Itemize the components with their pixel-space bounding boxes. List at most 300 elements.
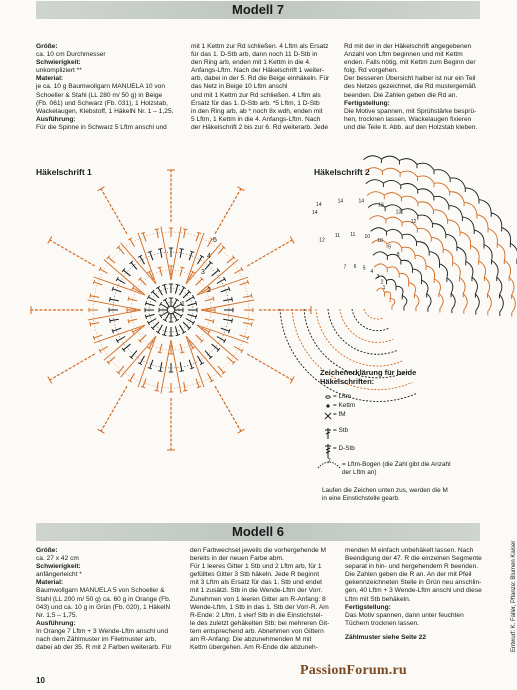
stitch-mark: [180, 325, 185, 333]
net-arc: [433, 224, 446, 235]
haekelschrift2-title: Häkelschrift 2: [314, 167, 370, 177]
net-arc: [450, 192, 464, 203]
stitch-mark: [153, 322, 159, 328]
net-arc: [479, 261, 486, 277]
text-line: (Fb. 061) und Schwarz (Fb. 031), 1 Holzstab,: [36, 99, 168, 107]
stitch-mark: [175, 326, 177, 335]
stitch-mark: [140, 335, 146, 341]
text-line: Schwierigkeit:: [36, 59, 81, 67]
bogen-symbol: [316, 454, 342, 472]
net-arc: [497, 244, 505, 260]
stitch-mark: [140, 356, 145, 364]
text-line: Tüchern trocknen lassen.: [345, 619, 420, 627]
stitch-mark: [131, 263, 137, 270]
net-arc: [386, 279, 396, 286]
net-arc: [402, 234, 416, 242]
spike-tick: [48, 237, 52, 244]
text-line: Beendigung der 47. R die einzelnen Segmente: [345, 555, 482, 563]
net-arc: [373, 252, 387, 256]
round-label: 4: [207, 253, 211, 260]
stitch-mark: [217, 337, 225, 342]
stitch-mark: [187, 303, 196, 305]
net-arc: [465, 188, 479, 200]
net-arc: [369, 216, 385, 220]
net-arc: [488, 229, 497, 244]
round-label: 14: [358, 198, 365, 205]
spike-tick: [238, 187, 245, 191]
stitch-cap: [183, 390, 187, 391]
net-arc-lower: [352, 309, 388, 331]
net-arc: [447, 278, 453, 293]
text-line: Die Zahlen geben die R an. An der mit Pfeil: [345, 571, 472, 579]
text-line: Größe:: [36, 547, 58, 554]
net-arc: [399, 273, 408, 282]
text-line: Stahl (LL 200 m/ 50 g) ca. 60 g in Orange (Fb.: [36, 595, 171, 603]
net-arc: [475, 294, 479, 311]
text-line: tern entsprechend arb. Abnehmen von Gittern: [190, 627, 324, 635]
net-arc: [401, 260, 413, 269]
legend-bogen-line2: der Lftm an): [342, 469, 377, 476]
stitch-mark: [143, 233, 146, 241]
stitch-mark: [205, 299, 214, 301]
stitch-mark: [196, 335, 202, 341]
stitch-mark: [240, 335, 248, 338]
round-label: 5: [213, 237, 217, 244]
stitch-mark: [180, 344, 182, 353]
stitch-cap: [232, 319, 233, 323]
text-line: für das 1. D-Stb arb, dann noch 11 D-Stb in: [191, 51, 318, 59]
net-arc: [497, 277, 502, 294]
text-line: 043) und ca. 10 g in Grün (Fb. 020), 1 HäkelN: [36, 603, 171, 611]
net-arc: [384, 193, 401, 198]
net-arc: [502, 227, 511, 243]
stitch-mark: [198, 256, 203, 264]
stitch-cap: [155, 229, 159, 230]
round-label: 9: [388, 244, 391, 251]
spike-tick: [48, 377, 52, 384]
net-arc: [414, 294, 419, 307]
stitch-mark: [189, 252, 192, 260]
stitch-mark: [160, 249, 162, 258]
net-arc-lower: [364, 309, 384, 319]
text-line: Schoeller & Stahl (LL 280 m/ 50 g) in Beige: [36, 91, 163, 99]
text-line: 5 Lftm, 1 Kettm in die 4. Anfangs-Lftm. Nach: [191, 115, 321, 123]
stitch-mark: [148, 297, 156, 302]
stitch-cap: [110, 297, 111, 301]
stitch-mark: [183, 292, 189, 298]
net-arc: [371, 228, 387, 232]
text-line: Der besseren Übersicht halber ist nur ein Teil: [344, 75, 476, 83]
spike-tick: [98, 187, 105, 191]
stitch-mark: [196, 379, 199, 387]
stitch-mark: [208, 239, 213, 247]
round-label: 13: [395, 209, 402, 216]
net-arc: [492, 260, 499, 277]
net-arc: [477, 215, 488, 229]
fm-symbol: [325, 413, 331, 419]
net-arc: [402, 247, 415, 255]
round-label: 12: [410, 218, 417, 225]
stitch-mark: [184, 229, 186, 238]
stitch-cap: [110, 319, 111, 323]
legend-dstb: = D-Stb: [333, 445, 355, 452]
stitch-mark: [180, 362, 182, 371]
stitch-mark: [130, 373, 135, 381]
net-arc: [386, 217, 402, 222]
web-spike: [215, 189, 241, 234]
net-arc: [472, 277, 478, 294]
web-spike: [50, 240, 95, 266]
net-arc: [449, 206, 463, 217]
text-line: hen, trocknen lassen, Wackelaugen fixieren: [344, 115, 472, 123]
stitch-mark: [217, 279, 225, 284]
stitch-cap: [180, 249, 184, 250]
spike-tick: [238, 429, 245, 433]
net-arc: [399, 159, 417, 165]
stitch-cap: [180, 371, 184, 372]
net-arc: [418, 202, 434, 210]
stitch-cap: [213, 319, 214, 323]
text-line: Größe:: [36, 43, 58, 50]
round-label: 2: [380, 279, 384, 286]
modell6-column-1: [36, 547, 186, 652]
round-label: 13: [378, 202, 384, 209]
text-line: mit 3 Lftm als Ersatz für das 1. Stb und endet: [190, 579, 322, 587]
net-arc: [471, 246, 480, 261]
round-label: 3: [201, 269, 205, 276]
text-line: menden M einfach unbehäkelt lassen. Nach: [345, 547, 474, 554]
legend-title: [320, 368, 416, 386]
text-line: Lftm mit Stb behäkeln.: [345, 595, 411, 603]
round-label: 1: [181, 301, 185, 308]
stitch-mark: [205, 319, 214, 321]
stitch-cap: [251, 294, 252, 298]
legend-bogen-line1: = Lftm-Bogen (die Zahl gibt die Anzahl: [342, 461, 451, 468]
web-v: [121, 233, 156, 284]
stitch-mark: [100, 269, 108, 274]
text-line: Das Motiv spannen, dann unter feuchten: [345, 611, 464, 619]
text-line: Rd mit der in der Häkelschrift angegebenen: [344, 43, 472, 50]
text-line: anfängerleicht *: [36, 571, 82, 579]
stitch-mark: [146, 303, 155, 305]
net-arc: [439, 293, 443, 308]
modell7-title: Modell 7: [231, 2, 284, 17]
net-arc: [402, 209, 418, 216]
stitch-cap: [162, 284, 166, 285]
chart-reference: Zählmuster siehe Seite 22: [345, 633, 426, 641]
net-arc: [381, 156, 399, 160]
net-arc: [401, 196, 418, 202]
net-arc: [417, 242, 430, 252]
web-v: [197, 325, 248, 360]
stitch-cap: [145, 301, 146, 305]
net-arc: [460, 232, 470, 246]
modell7-column-1: [36, 43, 184, 132]
text-line: Schwierigkeit:: [36, 563, 81, 571]
legend-stb: = Stb: [333, 427, 349, 434]
net-arc: [417, 176, 434, 183]
net-arc: [484, 244, 492, 260]
stitch-cap: [155, 390, 159, 391]
stitch-mark: [243, 323, 252, 325]
net-arc: [459, 277, 465, 293]
spike-tick: [98, 429, 105, 433]
spike-tick: [290, 237, 294, 244]
stitch-mark: [128, 319, 137, 321]
kettm-symbol: [326, 404, 329, 407]
web-spike: [101, 386, 127, 431]
stitch-mark: [157, 229, 159, 238]
round-label: 4: [370, 269, 374, 276]
haekelschrift1-title: Häkelschrift 1: [36, 167, 92, 177]
round-label: 14: [316, 202, 322, 209]
net-arc: [421, 280, 428, 293]
text-line: der Häkelschrift 2 bis zur 6. Rd weiterarb. Jede: [191, 123, 329, 131]
text-line: Anzahl von Lftm beginnen und mit Kettm: [344, 51, 463, 59]
net-arc: [510, 243, 517, 260]
stitch-mark: [180, 249, 182, 258]
text-line: gekennzeichneten Stelle in Grün neu anschlin-: [345, 579, 482, 587]
stitch-mark: [158, 325, 163, 333]
net-arc: [409, 282, 416, 294]
net-arc: [463, 293, 467, 309]
round-label: 1: [382, 285, 386, 292]
haekelschrift1-diagram: [36, 180, 306, 460]
text-line: Für die Spinne in Schwarz 5 Lftm anschl und: [36, 123, 167, 131]
stitch-mark: [117, 279, 125, 284]
text-line: separat in hin- und hergehendem R beenden.: [345, 563, 479, 571]
text-line: in den Ring arb, ab * noch 8x wdh, enden mit: [191, 107, 323, 115]
net-arc: [479, 200, 491, 213]
round-label: 12: [319, 237, 325, 244]
net-arc: [396, 286, 403, 295]
net-arc: [387, 267, 399, 274]
stitch-mark: [234, 347, 242, 352]
stitch-cap: [162, 335, 166, 336]
stitch-cap: [145, 315, 146, 319]
net-arc: [402, 295, 407, 306]
legend-bogen: [342, 461, 451, 477]
stitch-mark: [128, 299, 137, 301]
stitch-cap: [157, 352, 161, 353]
stitch-cap: [158, 249, 162, 250]
stitch-mark: [124, 270, 131, 276]
page-number: 10: [36, 676, 45, 685]
stitch-cap: [176, 335, 180, 336]
stitch-mark: [175, 285, 177, 294]
stitch-mark: [117, 337, 125, 342]
web-v: [197, 260, 248, 295]
lftm-symbol: [326, 396, 330, 398]
legend-lftm: = Lftm: [333, 393, 351, 400]
stitch-mark: [160, 267, 162, 276]
stitch-mark: [180, 267, 182, 276]
net-arc: [390, 298, 395, 306]
stitch-cap: [90, 294, 91, 298]
round-label: 10: [364, 233, 371, 240]
text-line: unkompliziert **: [36, 67, 82, 75]
stitch-mark: [90, 296, 99, 298]
net-arc: [474, 230, 484, 245]
text-line: le des zuletzt gehäkelten Stb; bei mehreren Git-: [190, 619, 330, 627]
net-arc: [450, 178, 465, 188]
net-arc: [434, 170, 450, 178]
stitch-mark: [100, 347, 108, 352]
stitch-mark: [187, 314, 196, 316]
net-arc: [491, 213, 502, 228]
net-arc: [401, 184, 418, 190]
web-v: [94, 260, 145, 295]
net-arc: [448, 220, 460, 232]
stitch-mark: [164, 326, 166, 335]
net-arc: [487, 294, 491, 311]
round-label: 11: [334, 233, 341, 240]
round-label: 7: [343, 264, 347, 271]
bogen-number: 7: [327, 459, 331, 465]
text-line: Für 1 leeres Gitter 1 Stb und 2 Lftm arb, für 1: [190, 563, 322, 571]
text-line: Ausführung:: [36, 115, 76, 123]
round-label: 10: [377, 238, 383, 245]
legend-note-line2: in eine Einstichstelle gearb.: [322, 495, 400, 502]
round-label: 6: [353, 264, 357, 271]
stitch-mark: [234, 269, 242, 274]
legend-note-line1: Laufen die Zeichen unten zus, werden die M: [322, 487, 448, 494]
text-line: gefülltes Gitter 3 Stb häkeln. Jede R beginnt: [190, 571, 320, 579]
net-arc: [446, 234, 457, 247]
center-ring: [167, 306, 175, 314]
modell6-column-2: [190, 547, 342, 652]
net-arc: [457, 247, 466, 261]
net-arc: [434, 279, 440, 294]
spike-tick: [290, 377, 294, 384]
legend-title-line1: Zeichenerklärung für beide: [320, 368, 417, 377]
net-arc: [363, 156, 381, 160]
stitch-mark: [221, 328, 229, 331]
text-line: des Netzes gezeichnet, die Rd mustergemäß: [344, 83, 476, 91]
stitch-cap: [128, 296, 129, 300]
modell7-column-2: [191, 43, 341, 132]
stitch-cap: [232, 297, 233, 301]
round-label: 8: [396, 252, 400, 259]
fertigstellung-heading: Fertigstellung:: [344, 99, 390, 107]
stitch-mark: [218, 247, 224, 254]
stitch-mark: [140, 279, 146, 285]
stitch-mark: [158, 287, 163, 295]
stitch-mark: [196, 233, 199, 241]
text-line: Die Motive spannen, mit Sprühstärke besprü-: [344, 107, 477, 115]
design-credit-text: Entwurf: K. Faller, Pflanze: Blumen Kaiser: [511, 540, 517, 652]
net-arc: [427, 294, 431, 308]
round-label: 11: [350, 232, 356, 239]
text-line: Ersatz für das 1. D-Stb arb. *5 Lftm, 1 D-Stb: [191, 99, 320, 107]
legend-title-line2: Häkelschriften:: [320, 377, 375, 386]
net-arc: [400, 171, 417, 177]
net-arc: [433, 210, 447, 220]
text-line: Material:: [36, 75, 64, 83]
stitch-mark: [108, 357, 115, 363]
net-arc: [413, 269, 422, 280]
stitch-mark: [183, 322, 189, 328]
stitch-mark: [90, 323, 99, 325]
text-line: mit 1 zusätzl. Stb in die Wende-Lftm der Vorr.: [190, 587, 323, 595]
net-arc: [383, 180, 400, 185]
net-arc: [500, 294, 504, 312]
stitch-mark: [118, 247, 124, 254]
stitch-mark: [150, 252, 153, 260]
stitch-mark: [205, 263, 211, 270]
stitch-cap: [128, 319, 129, 323]
stitch-mark: [186, 297, 194, 302]
web-spike: [215, 386, 241, 431]
net-arc: [464, 202, 477, 214]
stitch-cap: [157, 267, 161, 268]
stitch-mark: [160, 362, 162, 371]
net-arc: [366, 180, 384, 184]
stitch-mark: [189, 360, 192, 368]
round-label: 3: [376, 273, 380, 280]
stitch-mark: [157, 382, 159, 391]
stitch-mark: [94, 335, 102, 338]
text-line: R-Ende: 2 Lftm, 1 vierf Stb in die Einstichstel-: [190, 611, 323, 619]
net-arc: [451, 293, 455, 309]
legend-fm: = fM: [333, 411, 346, 418]
net-arc: [418, 189, 434, 197]
stitch-mark: [164, 285, 166, 294]
net-arc: [367, 192, 384, 196]
stitch-cap: [196, 301, 197, 305]
text-line: gen, 40 Lftm + 3 Wende-Lftm anschl und diese: [345, 587, 482, 595]
modell6-title: Modell 6: [231, 524, 284, 539]
stitch-cap: [176, 284, 180, 285]
net-arc: [512, 295, 516, 313]
net-arc-lower: [340, 309, 393, 342]
stitch-mark: [160, 344, 162, 353]
stitch-cap: [183, 229, 187, 230]
haekelschrift2-diagram: [310, 195, 490, 365]
round-label: 14: [337, 198, 344, 205]
net-arc: [426, 266, 435, 279]
text-line: ca. 10 cm Durchmesser: [36, 51, 106, 59]
text-line: und die Teile lt. Abb. auf den Holzstab kleben.: [344, 123, 478, 131]
stitch-mark: [110, 319, 119, 321]
stitch-cap: [196, 315, 197, 319]
stitch-cap: [158, 371, 162, 372]
stitch-cap: [213, 296, 214, 300]
net-arc-lower: [328, 309, 398, 354]
stitch-cap: [180, 267, 184, 268]
text-line: mit 1 Kettm zur Rd schließen. 4 Lftm als Ersatz: [191, 43, 329, 50]
stitch-mark: [110, 299, 119, 301]
text-line: je ca. 10 g Baumwollgarn MANUELA 10 von: [36, 83, 166, 91]
stitch-mark: [108, 257, 115, 263]
stitch-mark: [148, 319, 156, 324]
stitch-mark: [212, 344, 219, 350]
text-line: Kettm übergehen. Am R-Ende die abzuneh-: [190, 644, 318, 652]
stitch-mark: [243, 296, 252, 298]
text-line: den Farbwechsel jeweils die vorhergehende M: [190, 547, 326, 554]
stitch-mark: [140, 256, 145, 264]
net-arc: [418, 215, 433, 224]
watermark: PassionForum.ru: [300, 663, 407, 678]
text-line: Ausführung:: [36, 619, 76, 627]
modell6-column-3: [345, 547, 493, 642]
net-arc: [415, 255, 426, 266]
text-line: Baumwollgarn MANUELA 5 von Schoeller &: [36, 587, 165, 595]
text-line: nach dem Zählmuster im Filetmuster arb,: [36, 636, 157, 644]
net-arc: [417, 163, 434, 170]
text-line: Nr. 1,5 – 1,75.: [36, 611, 78, 619]
net-arc: [443, 249, 453, 262]
